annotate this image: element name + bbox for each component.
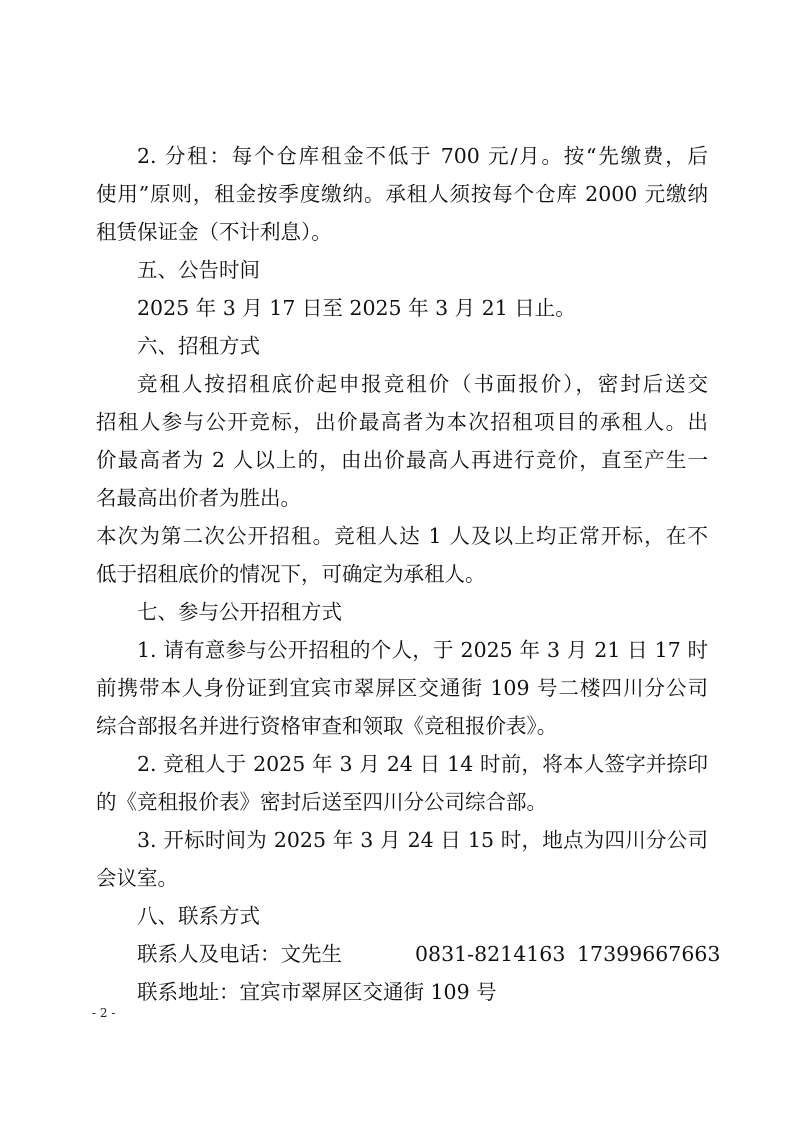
paragraph-line: 价最高者为 2 人以上的，由出价最高人再进行竞价，直至产生一 <box>96 448 708 472</box>
contact-phone-row <box>137 940 721 968</box>
paragraph-line: 3. 开标时间为 2025 年 3 月 24 日 15 时，地点为四川分公司 <box>137 828 708 852</box>
paragraph-line: 2025 年 3 月 17 日至 2025 年 3 月 21 日止。 <box>137 296 576 320</box>
paragraph-line: 租赁保证金（不计利息）。 <box>96 220 332 244</box>
paragraph-line: 本次为第二次公开招租。竞租人达 1 人及以上均正常开标，在不 <box>96 524 708 548</box>
contact-address: 联系地址：宜宾市翠屏区交通街 109 号 <box>137 980 497 1004</box>
paragraph-line: 招租人参与公开竞标，出价最高者为本次招租项目的承租人。出 <box>96 410 708 434</box>
paragraph-line: 综合部报名并进行资格审查和领取《竞租报价表》。 <box>96 714 558 738</box>
section-heading: 八、联系方式 <box>137 904 260 928</box>
section-heading: 五、公告时间 <box>137 258 260 282</box>
section-heading: 七、参与公开招租方式 <box>137 600 342 624</box>
paragraph-line: 前携带本人身份证到宜宾市翠屏区交通街 109 号二楼四川分公司 <box>96 676 708 700</box>
paragraph-line: 会议室。 <box>96 866 178 890</box>
paragraph-line: 名最高出价者为胜出。 <box>96 486 301 510</box>
paragraph-line: 竞租人按招租底价起申报竞租价（书面报价），密封后送交 <box>137 372 708 396</box>
page-number: - 2 - <box>92 1006 116 1020</box>
paragraph-line: 1. 请有意参与公开招租的个人，于 2025 年 3 月 21 日 17 时 <box>137 638 708 662</box>
paragraph-line: 2. 分租：每个仓库租金不低于 700 元/月。按“先缴费，后 <box>137 144 708 168</box>
contact-person: 联系人及电话：文先生 <box>137 942 342 966</box>
paragraph-line: 使用”原则，租金按季度缴纳。承租人须按每个仓库 2000 元缴纳 <box>96 182 708 206</box>
paragraph-line: 低于招租底价的情况下，可确定为承租人。 <box>96 562 486 586</box>
contact-phone-mobile: 17399667663 <box>577 942 721 966</box>
paragraph-line: 的《竞租报价表》密封后送至四川分公司综合部。 <box>96 790 547 814</box>
section-heading: 六、招租方式 <box>137 334 260 358</box>
paragraph-line: 2. 竞租人于 2025 年 3 月 24 日 14 时前，将本人签字并捺印 <box>137 752 708 776</box>
contact-phone-landline: 0831-8214163 <box>415 942 566 966</box>
